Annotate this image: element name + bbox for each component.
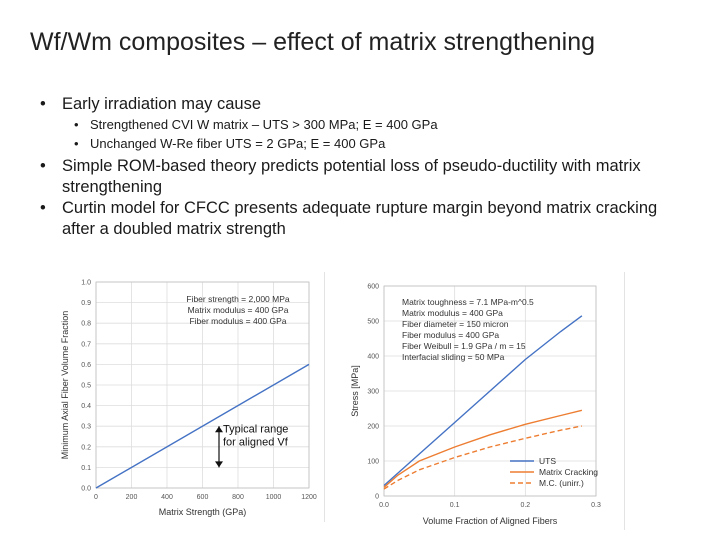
bullet-text: Curtin model for CFCC presents adequate rupture margin beyond matrix cracking after a doubled matrix strength: [62, 199, 658, 238]
callout-text: Typical range: [223, 423, 289, 436]
y-tick-label: 500: [367, 318, 379, 326]
x-tick-label: 800: [232, 494, 244, 501]
chart-stress-svg: [346, 272, 624, 530]
callout-arrowhead-up: [215, 426, 223, 432]
bullet-item: [40, 198, 680, 240]
annotation-text: Fiber diameter = 150 micron: [402, 319, 509, 329]
y-axis-label: Stress [MPa]: [350, 365, 360, 417]
x-tick-label: 1200: [301, 494, 317, 501]
sub-bullet-text: Unchanged W-Re fiber UTS = 2 GPa; E = 400 GPa: [90, 136, 386, 151]
x-tick-label: 600: [196, 494, 209, 501]
x-tick-label: 0.2: [520, 502, 531, 509]
annotation-text: Matrix toughness = 7.1 MPa-m^0.5: [402, 297, 534, 307]
annotation-text: Fiber modulus = 400 GPa: [189, 316, 287, 326]
sub-bullet-item: [40, 134, 680, 153]
bullet-list: [40, 94, 680, 240]
bullet-item: [40, 94, 680, 115]
legend-label: UTS: [539, 456, 556, 466]
x-tick-label: 0.0: [379, 502, 389, 509]
x-tick-label: 0.3: [591, 502, 601, 509]
annotation-text: Interfacial sliding = 50 MPa: [402, 352, 505, 362]
callout-arrowhead-down: [215, 461, 223, 467]
x-tick-label: 200: [125, 494, 138, 501]
y-tick-label: 400: [367, 353, 379, 361]
bullet-glyph: •: [74, 117, 79, 132]
x-tick-label: 0: [94, 494, 98, 501]
y-tick-label: 0.3: [81, 423, 91, 431]
y-tick-label: 0.6: [81, 361, 91, 369]
chart-fiber-fraction: [56, 272, 325, 522]
bullet-glyph: •: [40, 95, 46, 113]
annotation-text: Fiber modulus = 400 GPa: [402, 330, 500, 340]
y-tick-label: 600: [367, 283, 379, 291]
x-tick-label: 1000: [265, 494, 282, 501]
y-tick-label: 0.2: [81, 444, 91, 452]
legend-label: Matrix Cracking: [539, 467, 599, 477]
y-tick-label: 0.9: [81, 300, 91, 308]
annotation-text: Matrix modulus = 400 GPa: [187, 305, 289, 315]
y-tick-label: 0.4: [81, 403, 91, 411]
bullet-glyph: •: [74, 136, 79, 151]
y-tick-label: 0.0: [81, 485, 91, 493]
y-tick-label: 0: [375, 493, 379, 501]
y-tick-label: 0.8: [81, 320, 91, 328]
x-tick-label: 0.1: [449, 502, 460, 509]
sub-bullet-item: [40, 115, 680, 134]
bullet-glyph: •: [40, 157, 46, 175]
chart-stress: [346, 272, 625, 530]
y-tick-label: 100: [367, 458, 379, 466]
legend-label: M.C. (unirr.): [539, 478, 584, 488]
sub-bullet-text: Strengthened CVI W matrix – UTS > 300 MPa; E = 400 GPa: [90, 117, 438, 132]
y-tick-label: 0.1: [81, 464, 91, 472]
bullet-item: [40, 156, 680, 198]
y-tick-label: 1.0: [81, 279, 91, 287]
y-axis-label: Minimum Axial Fiber Volume Fraction: [60, 310, 70, 460]
y-tick-label: 300: [367, 388, 379, 396]
y-tick-label: 0.5: [81, 382, 91, 390]
bullet-glyph: •: [40, 199, 46, 217]
chart-fiber-fraction-svg: [56, 272, 324, 522]
slide-title: Wf/Wm composites – effect of matrix strengthening: [30, 28, 596, 56]
bullet-text: Early irradiation may cause: [62, 95, 261, 113]
y-tick-label: 0.7: [81, 341, 91, 349]
annotation-text: Matrix modulus = 400 GPa: [402, 308, 503, 318]
x-axis-label: Volume Fraction of Aligned Fibers: [422, 516, 558, 526]
callout-text: for aligned Vf: [223, 436, 288, 449]
y-tick-label: 200: [367, 423, 379, 431]
x-tick-label: 400: [161, 494, 173, 501]
x-axis-label: Matrix Strength (GPa): [158, 507, 247, 517]
annotation-text: Fiber Weibull = 1.9 GPa / m = 15: [402, 341, 526, 351]
annotation-text: Fiber strength = 2,000 MPa: [186, 294, 290, 304]
bullet-text: Simple ROM-based theory predicts potential loss of pseudo-ductility with matrix strengthening: [62, 157, 641, 196]
